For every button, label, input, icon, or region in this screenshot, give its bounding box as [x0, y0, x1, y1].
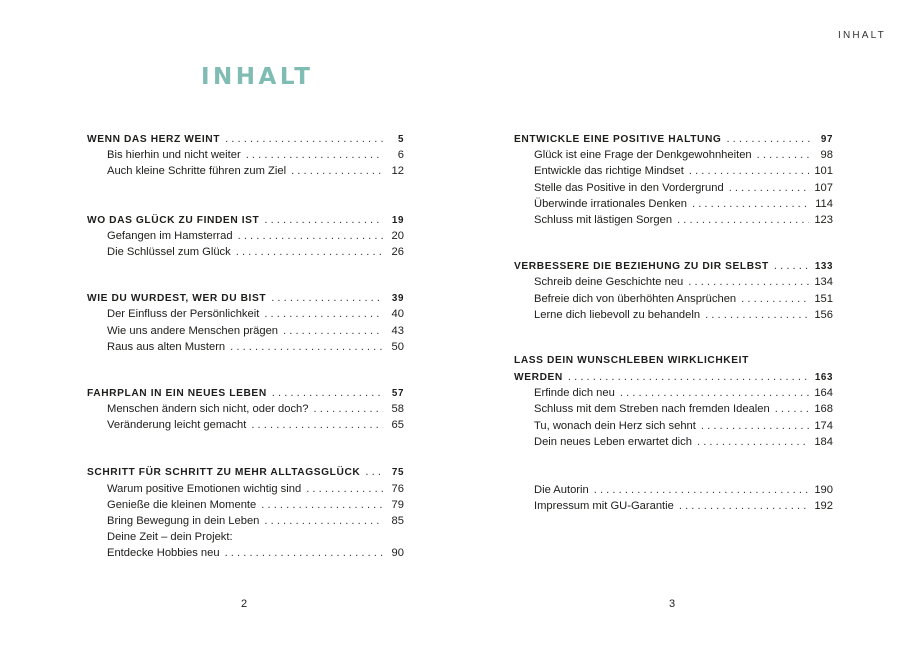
toc-entry[interactable] [514, 500, 833, 516]
toc-entry[interactable] [87, 341, 404, 357]
entry-title: Auch kleine Schritte führen zum Ziel [107, 165, 287, 178]
chapter-heading[interactable] [87, 466, 404, 482]
entry-page: 43 [391, 324, 404, 337]
toc-left-column [87, 133, 404, 564]
entry-page: 40 [391, 308, 404, 321]
toc-entry[interactable] [87, 246, 404, 262]
chapter-heading[interactable] [514, 133, 833, 149]
entry-title: Stelle das Positive in den Vordergrund [534, 181, 724, 194]
entry-title: Befreie dich von überhöhten Ansprüchen [534, 292, 737, 305]
chapter-page: 133 [814, 261, 833, 273]
chapter-page: 75 [391, 467, 404, 479]
chapter-title: WERDEN [514, 372, 563, 384]
chapter-title: WIE DU WURDEST, WER DU BIST [87, 293, 267, 305]
chapter-title: WENN DAS HERZ WEINT [87, 134, 221, 145]
entry-title: Dein neues Leben erwartet dich [534, 435, 692, 448]
entry-title: Die Autorin [534, 484, 589, 496]
entry-page: 50 [391, 340, 404, 353]
entry-page: 85 [391, 515, 404, 527]
toc-right-column [514, 133, 833, 516]
entry-title: Genieße die kleinen Momente [107, 498, 257, 511]
entry-title: Impressum mit GU-Garantie [534, 500, 674, 513]
toc-chapter [87, 466, 404, 563]
entry-page: 168 [814, 403, 833, 416]
entry-title: Gefangen im Hamsterrad [107, 229, 233, 242]
entry-page: 164 [814, 387, 833, 400]
toc-entry[interactable] [87, 403, 404, 419]
entry-page: 101 [814, 165, 833, 178]
chapter-title: SCHRITT FÜR SCHRITT ZU MEHR ALLTAGSGLÜCK [87, 467, 361, 479]
entry-title: Die Schlüssel zum Glück [107, 245, 231, 258]
toc-chapter [87, 387, 404, 436]
entry-title: Erfinde dich neu [534, 387, 615, 400]
toc-entry[interactable] [87, 515, 404, 531]
toc-entry[interactable] [87, 419, 404, 435]
entry-title: Raus aus alten Mustern [107, 340, 226, 353]
chapter-page: 39 [391, 293, 404, 305]
toc-chapter [514, 133, 833, 230]
entry-page: 98 [820, 149, 833, 162]
entry-title: Tu, wonach dein Herz sich sehnt [534, 419, 696, 432]
chapter-title: ENTWICKLE EINE POSITIVE HALTUNG [514, 134, 722, 145]
entry-page: 6 [397, 149, 404, 162]
toc-entry[interactable] [514, 198, 833, 214]
toc-entry[interactable] [87, 230, 404, 246]
entry-title: Schreib deine Geschichte neu [534, 276, 684, 289]
entry-page: 190 [814, 484, 833, 496]
page-title: INHALT [201, 64, 314, 90]
toc-entry[interactable] [514, 436, 833, 452]
running-head: INHALT [837, 30, 886, 41]
entry-title: Deine Zeit – dein Projekt: [107, 531, 233, 544]
entry-page: 123 [814, 213, 833, 226]
toc-entry[interactable] [87, 308, 404, 324]
entry-title: Glück ist eine Frage der Denkgewohnheiten [534, 149, 752, 162]
entry-page: 76 [391, 482, 404, 495]
page-number-left: 2 [241, 598, 248, 610]
page-number-right: 3 [669, 598, 676, 610]
entry-page: 90 [391, 547, 404, 560]
toc-entry[interactable] [87, 499, 404, 515]
toc-entry[interactable] [87, 325, 404, 341]
chapter-heading[interactable] [87, 133, 404, 149]
toc-entry[interactable] [514, 182, 833, 198]
entry-page: 58 [391, 403, 404, 416]
entry-page: 65 [391, 419, 404, 432]
chapter-title-line[interactable]: LASS DEIN WUNSCHLEBEN WIRKLICHKEIT [514, 354, 749, 366]
toc-chapter [87, 133, 404, 182]
toc-entry[interactable] [514, 420, 833, 436]
toc-entry[interactable] [87, 165, 404, 181]
toc-entry[interactable] [87, 531, 404, 547]
chapter-title: VERBESSERE DIE BEZIEHUNG ZU DIR SELBST [514, 261, 769, 273]
entry-title: Lerne dich liebevoll zu behandeln [534, 308, 701, 321]
chapter-heading[interactable] [514, 371, 833, 387]
entry-title: Menschen ändern sich nicht, oder doch? [107, 403, 309, 416]
entry-page: 156 [814, 308, 833, 321]
entry-title: Bis hierhin und nicht weiter [107, 149, 241, 162]
entry-page: 26 [391, 245, 404, 258]
toc-entry[interactable] [514, 387, 833, 403]
toc-chapter [87, 214, 404, 263]
entry-title: Überwinde irrationales Denken [534, 197, 687, 210]
chapter-title: FAHRPLAN IN EIN NEUES LEBEN [87, 387, 267, 399]
toc-entry[interactable] [514, 276, 833, 292]
toc-chapter [514, 260, 833, 325]
toc-entry[interactable] [87, 149, 404, 165]
entry-title: Bring Bewegung in dein Leben [107, 515, 260, 527]
chapter-page: 97 [820, 134, 833, 145]
toc-entry[interactable] [514, 403, 833, 419]
entry-page: 151 [814, 292, 833, 305]
toc-entry[interactable] [514, 293, 833, 309]
entry-title: Veränderung leicht gemacht [107, 419, 247, 432]
toc-entry[interactable] [87, 547, 404, 563]
toc-entry[interactable] [514, 214, 833, 230]
chapter-page: 57 [391, 387, 404, 399]
toc-entry[interactable] [87, 483, 404, 499]
entry-page: 79 [391, 498, 404, 511]
entry-page: 134 [814, 276, 833, 289]
chapter-heading[interactable] [87, 292, 404, 308]
toc-appendix [514, 484, 833, 516]
chapter-heading[interactable] [87, 214, 404, 230]
toc-entry[interactable] [514, 149, 833, 165]
chapter-title: WO DAS GLÜCK ZU FINDEN IST [87, 214, 260, 226]
toc-entry[interactable] [514, 165, 833, 181]
toc-chapter [87, 292, 404, 357]
entry-title: Entwickle das richtige Mindset [534, 165, 684, 178]
entry-title: Schluss mit dem Streben nach fremden Idealen [534, 403, 770, 416]
entry-page: 107 [814, 181, 833, 194]
entry-page: 12 [391, 165, 404, 178]
entry-page: 20 [391, 229, 404, 242]
entry-title: Wie uns andere Menschen prägen [107, 324, 279, 337]
entry-page: 114 [815, 197, 833, 210]
chapter-page: 19 [391, 214, 404, 226]
entry-page: 174 [814, 419, 833, 432]
entry-title: Entdecke Hobbies neu [107, 547, 220, 560]
chapter-heading[interactable] [87, 387, 404, 403]
chapter-page: 163 [814, 372, 833, 384]
toc-entry[interactable] [514, 309, 833, 325]
entry-page: 192 [814, 500, 833, 513]
entry-title: Warum positive Emotionen wichtig sind [107, 482, 302, 495]
entry-page: 184 [814, 435, 833, 448]
entry-title: Der Einfluss der Persönlichkeit [107, 308, 260, 321]
entry-title: Schluss mit lästigen Sorgen [534, 213, 673, 226]
toc-chapter [514, 355, 833, 452]
chapter-page: 5 [397, 134, 404, 145]
toc-entry[interactable] [514, 484, 833, 500]
chapter-heading[interactable] [514, 260, 833, 276]
